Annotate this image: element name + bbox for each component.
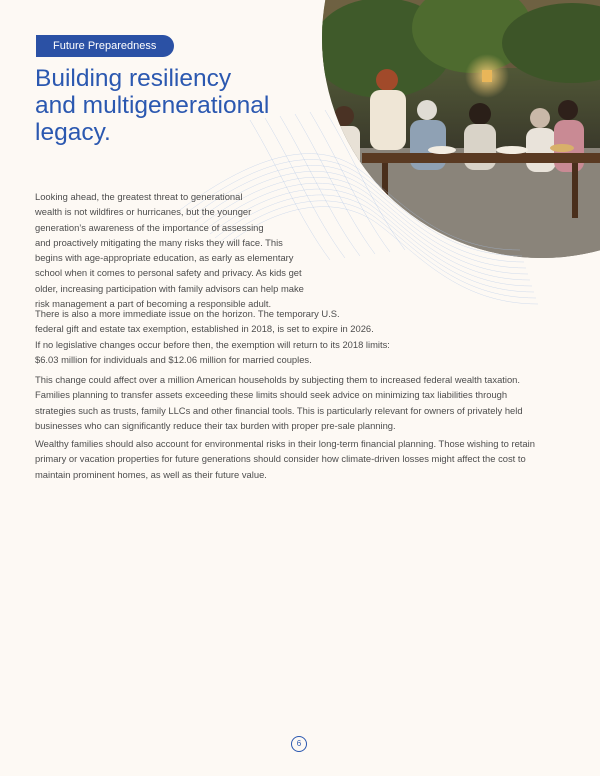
text-line: Looking ahead, the greatest threat to generational (35, 191, 243, 202)
text-line: Wealthy families should also account for environmental risks in their long-term financial planning. Those wishing to retain (35, 438, 535, 449)
family-dinner-photo (322, 0, 600, 258)
section-label: Future Preparedness (36, 35, 174, 57)
text-line: risk management a part of becoming a responsible adult. (35, 298, 272, 310)
text-line: There is also a more immediate issue on the horizon. The temporary U.S. (35, 308, 340, 319)
title-line: and multigenerational (35, 92, 270, 119)
title-line: Building resiliency (35, 65, 232, 92)
text-line: If no legislative changes occur before then, the exemption will return to its 2018 limits: (35, 338, 390, 350)
text-line: wealth is not wildfires or hurricanes, but the younger (35, 206, 252, 218)
text-line: maintain prominent homes, as well as their future value. (35, 468, 267, 480)
text-line: begins with age-appropriate education, as early as elementary (35, 252, 294, 264)
family-dinner-illustration (322, 0, 600, 258)
text-line: Families planning to transfer assets exceeding these limits should seek advice on minimizing tax liabilities through (35, 389, 508, 401)
paragraph-tax-exemption (35, 306, 455, 367)
page-title (35, 65, 305, 146)
text-line: primary or vacation properties for future generations should consider how climate-driven losses might affect the cost to (35, 453, 526, 465)
text-line: school when it comes to personal safety and privacy. As kids get (35, 267, 302, 279)
text-line: businesses who can significantly reduce their tax burden with proper pre-sale planning. (35, 419, 396, 431)
text-line: federal gift and estate tax exemption, established in 2018, is set to expire in 2026. (35, 323, 374, 335)
text-line: strategies such as trusts, family LLCs and other financial tools. This is particularly relevant for owners of privately held (35, 404, 523, 416)
text-line: $6.03 million for individuals and $12.06 million for married couples. (35, 353, 312, 365)
page-number: 6 (291, 736, 307, 752)
paragraph-environmental-risk (35, 436, 565, 482)
text-line: generation’s awareness of the importance of assessing (35, 221, 264, 233)
text-line: This change could affect over a million American households by subjecting them to increased federal wealth taxation. (35, 374, 520, 385)
title-line: legacy. (35, 119, 111, 146)
text-line: older, increasing participation with family advisors can help make (35, 282, 304, 294)
paragraph-household-impact (35, 372, 565, 433)
text-line: and proactively mitigating the many risks they will face. This (35, 236, 283, 248)
paragraph-generational-risk (35, 189, 335, 311)
